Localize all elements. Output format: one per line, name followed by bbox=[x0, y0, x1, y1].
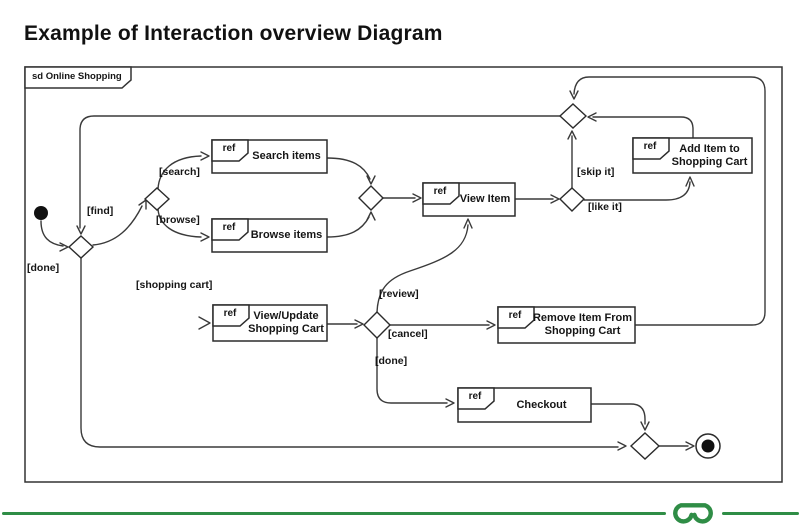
node-label-remove-item: Remove Item From Shopping Cart bbox=[532, 312, 633, 337]
guard-done-lower: [done] bbox=[375, 355, 408, 367]
ref-tag-browse-items: ref bbox=[222, 222, 236, 233]
ref-tag-search-items: ref bbox=[222, 143, 236, 154]
ref-tag-add-item: ref bbox=[643, 141, 657, 152]
node-label-checkout: Checkout bbox=[516, 398, 567, 411]
footer-divider-left bbox=[2, 512, 666, 515]
node-label-search-items: Search items bbox=[252, 150, 321, 163]
ref-tag-view-update-cart: ref bbox=[223, 308, 237, 319]
guard-done-left: [done] bbox=[27, 262, 60, 274]
node-label-browse-items: Browse items bbox=[250, 229, 323, 242]
ref-tag-view-item: ref bbox=[433, 186, 447, 197]
guard-review: [review] bbox=[379, 288, 419, 300]
ref-tag-remove-item: ref bbox=[508, 310, 522, 321]
sd-frame bbox=[25, 67, 782, 482]
guard-cancel: [cancel] bbox=[388, 328, 428, 340]
page-title: Example of Interaction overview Diagram bbox=[24, 22, 443, 45]
guard-find: [find] bbox=[87, 205, 114, 217]
sd-frame-label: sd Online Shopping bbox=[32, 71, 122, 82]
ref-tag-checkout: ref bbox=[468, 391, 482, 402]
initial-node bbox=[34, 206, 48, 220]
guard-shopping-cart: [shopping cart] bbox=[136, 279, 213, 291]
node-label-add-item: Add Item to Shopping Cart bbox=[671, 142, 748, 168]
final-node bbox=[696, 434, 720, 458]
node-label-view-item: View Item bbox=[459, 193, 511, 206]
guard-like-it: [like it] bbox=[588, 201, 622, 213]
guard-skip-it: [skip it] bbox=[577, 166, 615, 178]
node-label-view-update-cart: View/Update Shopping Cart bbox=[248, 310, 324, 335]
geeksforgeeks-logo-icon bbox=[670, 497, 716, 527]
guard-search: [search] bbox=[159, 166, 200, 178]
footer-divider-right bbox=[722, 512, 799, 515]
guard-browse: [browse] bbox=[156, 214, 200, 226]
